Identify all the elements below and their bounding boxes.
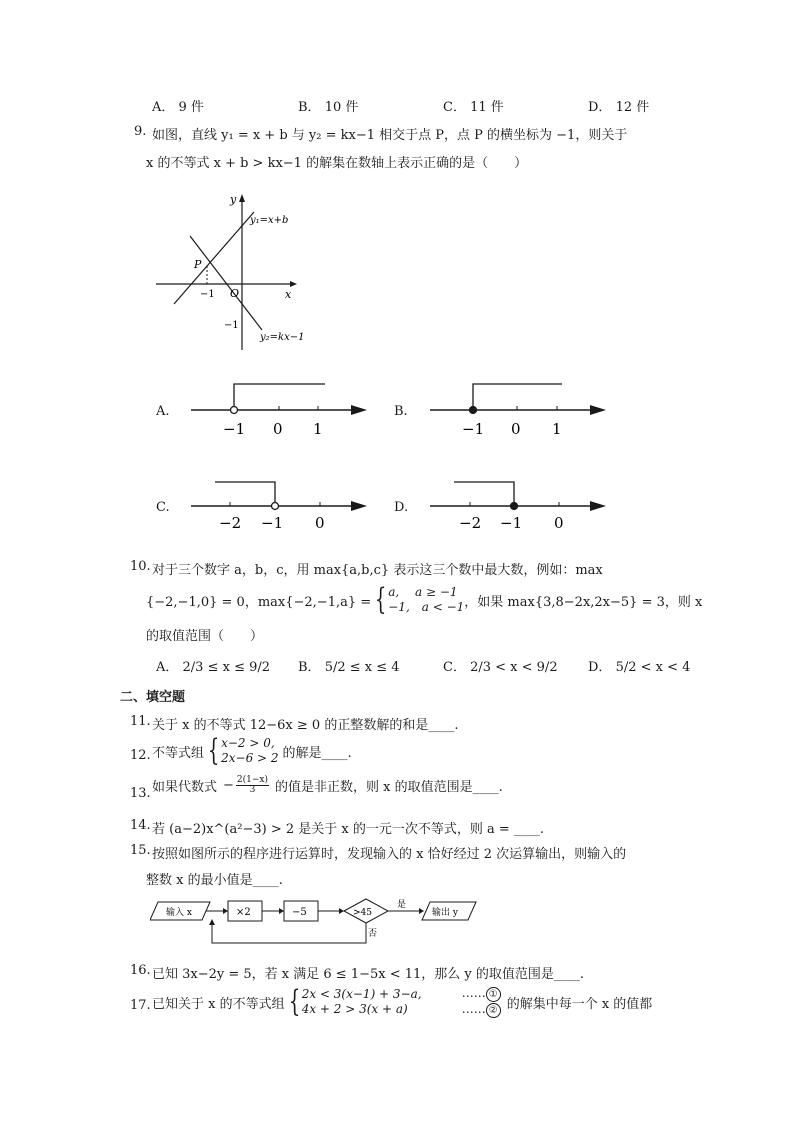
inequality-system (221, 736, 278, 766)
origin-label: O (230, 287, 240, 300)
q8-option-b: B． 10 件 (298, 100, 359, 115)
system-row-2: 4x + 2 > 3(x + a) (301, 1002, 408, 1016)
yes-label: 是 (397, 900, 407, 910)
piecewise-cases (388, 585, 464, 615)
svg-text:1: 1 (313, 420, 323, 438)
q9-option-d-label: D. (394, 500, 409, 515)
point-p-label: P (194, 258, 202, 271)
system-row-2: 2x−6 > 2 (221, 751, 279, 765)
question-text: 已知 3x−2y = 5，若 x 满足 6 ≤ 1−5x < 11，那么 y 的取值范围是____. (152, 967, 585, 982)
multiply-label: ×2 (236, 907, 251, 918)
question-text (152, 986, 652, 1018)
question-text-line1: 对于三个数字 a，b，c，用 max{a,b,c} 表示这三个数中最大数，例如：max (152, 563, 603, 578)
question-text: 若 (a−2)x^(a²−3) > 2 是关于 x 的一元一次不等式，则 a = ____. (152, 822, 545, 837)
mark-2: ② (486, 1003, 501, 1018)
input-label: 输入 x (166, 908, 192, 918)
y-axis-label: y (230, 193, 237, 206)
line-y2 (190, 236, 262, 330)
q13-suffix: 的值是非正数，则 x 的取值范围是____. (275, 780, 503, 795)
question-number: 10. (130, 559, 151, 574)
dots: …… (461, 986, 486, 1000)
loop-line (212, 922, 366, 943)
q10-option-b: B． 5/2 ≤ x ≤ 4 (298, 660, 400, 675)
question-text-line2: 整数 x 的最小值是____. (146, 873, 283, 888)
line-y1-label: y₁=x+b (250, 215, 289, 226)
dots: …… (461, 1002, 486, 1016)
svg-text:0: 0 (315, 514, 325, 532)
q9-option-b-label: B. (394, 404, 408, 419)
x-axis-label: x (285, 288, 292, 301)
svg-text:−2: −2 (219, 514, 242, 532)
condition-label: >45 (353, 908, 372, 918)
q10-option-a: A． 2/3 ≤ x ≤ 9/2 (156, 660, 271, 675)
question-text-line1: 如图，直线 y₁ = x + b 与 y₂ = kx−1 相交于点 P，点 P 的横坐标为 −1，则关于 (152, 128, 628, 143)
q8-option-a: A． 9 件 (152, 100, 204, 115)
q13-prefix: 如果代数式 (152, 780, 218, 795)
no-label: 否 (368, 929, 378, 939)
svg-text:−1: −1 (462, 420, 485, 438)
question-text: 关于 x 的不等式 12−6x ≥ 0 的正整数解的和是____. (152, 718, 459, 733)
svg-text:1: 1 (552, 420, 562, 438)
question-number: 15. (130, 843, 151, 858)
system-row-1: 2x < 3(x−1) + 3−a, (301, 987, 422, 1001)
svg-text:−1: −1 (223, 420, 246, 438)
question-number: 14. (130, 818, 151, 833)
inequality-system (302, 987, 452, 1017)
y-neg1-label: −1 (224, 320, 239, 331)
question-text-line2 (146, 582, 703, 617)
subtract-label: −5 (292, 907, 307, 918)
case-2: −1, a < −1 (388, 600, 465, 614)
question-number: 12. (130, 748, 151, 763)
q8-option-c: C． 11 件 (443, 100, 504, 115)
q10-option-c: C． 2/3 < x < 9/2 (443, 660, 558, 675)
question-number: 9. (134, 124, 147, 139)
svg-text:0: 0 (554, 514, 564, 532)
question-text (152, 733, 352, 768)
brace: { (288, 984, 300, 1019)
svg-text:−1: −1 (261, 514, 284, 532)
q10-line2-part-b: ，如果 max{3,8−2x,2x−5} = 3，则 x (464, 594, 703, 610)
output-label: 输出 y (432, 908, 458, 918)
brace: { (374, 582, 387, 617)
number-line-a (185, 378, 375, 440)
question-number: 11. (130, 714, 151, 729)
q12-prefix: 不等式组 (152, 745, 205, 761)
y-axis-arrow (239, 194, 245, 202)
q17-suffix: 的解集中每一个 x 的值都 (506, 996, 653, 1012)
fraction-numerator: 2(1−x) (236, 775, 269, 785)
q8-option-d: D． 12 件 (588, 100, 650, 115)
svg-text:0: 0 (273, 420, 283, 438)
question-text: 如果代数式 − $\frac{2(1-x)}{3}$ 的值是非正数，则 x 的取值范围是____. (152, 775, 503, 795)
svg-text:−1: −1 (500, 514, 523, 532)
question-number: 13. (130, 786, 151, 801)
q12-suffix: 的解是____. (282, 745, 352, 761)
number-line-b (424, 378, 614, 440)
number-line-c (185, 474, 375, 536)
fraction (236, 776, 269, 795)
line-y2-label: y₂=kx−1 (260, 332, 305, 343)
svg-text:−2: −2 (459, 514, 482, 532)
section-title: 二、填空题 (120, 690, 186, 705)
brace: { (207, 733, 220, 768)
equation-marks (462, 986, 501, 1018)
fraction-denominator: 3 (249, 785, 256, 795)
case-1: a, a ≥ −1 (388, 585, 458, 599)
q17-prefix: 已知关于 x 的不等式组 (152, 996, 285, 1012)
question-text-line2: x 的不等式 x + b > kx−1 的解集在数轴上表示正确的是（ ） (146, 156, 528, 171)
question-text-line1: 按照如图所示的程序进行运算时，发现输入的 x 恰好经过 2 次运算输出，则输入的 (152, 847, 627, 862)
q10-line2-part-a: {−2,−1,0} = 0，max{−2,−1,a} = (146, 594, 372, 610)
question-text-line3: 的取值范围（ ） (146, 629, 264, 644)
question-number: 16. (130, 963, 151, 978)
q9-option-c-label: C. (156, 500, 170, 515)
q10-option-d: D． 5/2 < x < 4 (588, 660, 691, 675)
system-row-1: x−2 > 0, (221, 736, 275, 750)
x-axis-arrow (290, 281, 297, 287)
x-neg1-label: −1 (200, 289, 215, 300)
q9-option-a-label: A. (156, 404, 170, 419)
flowchart (150, 896, 480, 948)
coordinate-graph (150, 190, 320, 352)
mark-1: ① (486, 987, 501, 1002)
number-line-d (424, 474, 614, 536)
question-number: 17. (130, 998, 151, 1013)
svg-text:0: 0 (511, 420, 521, 438)
